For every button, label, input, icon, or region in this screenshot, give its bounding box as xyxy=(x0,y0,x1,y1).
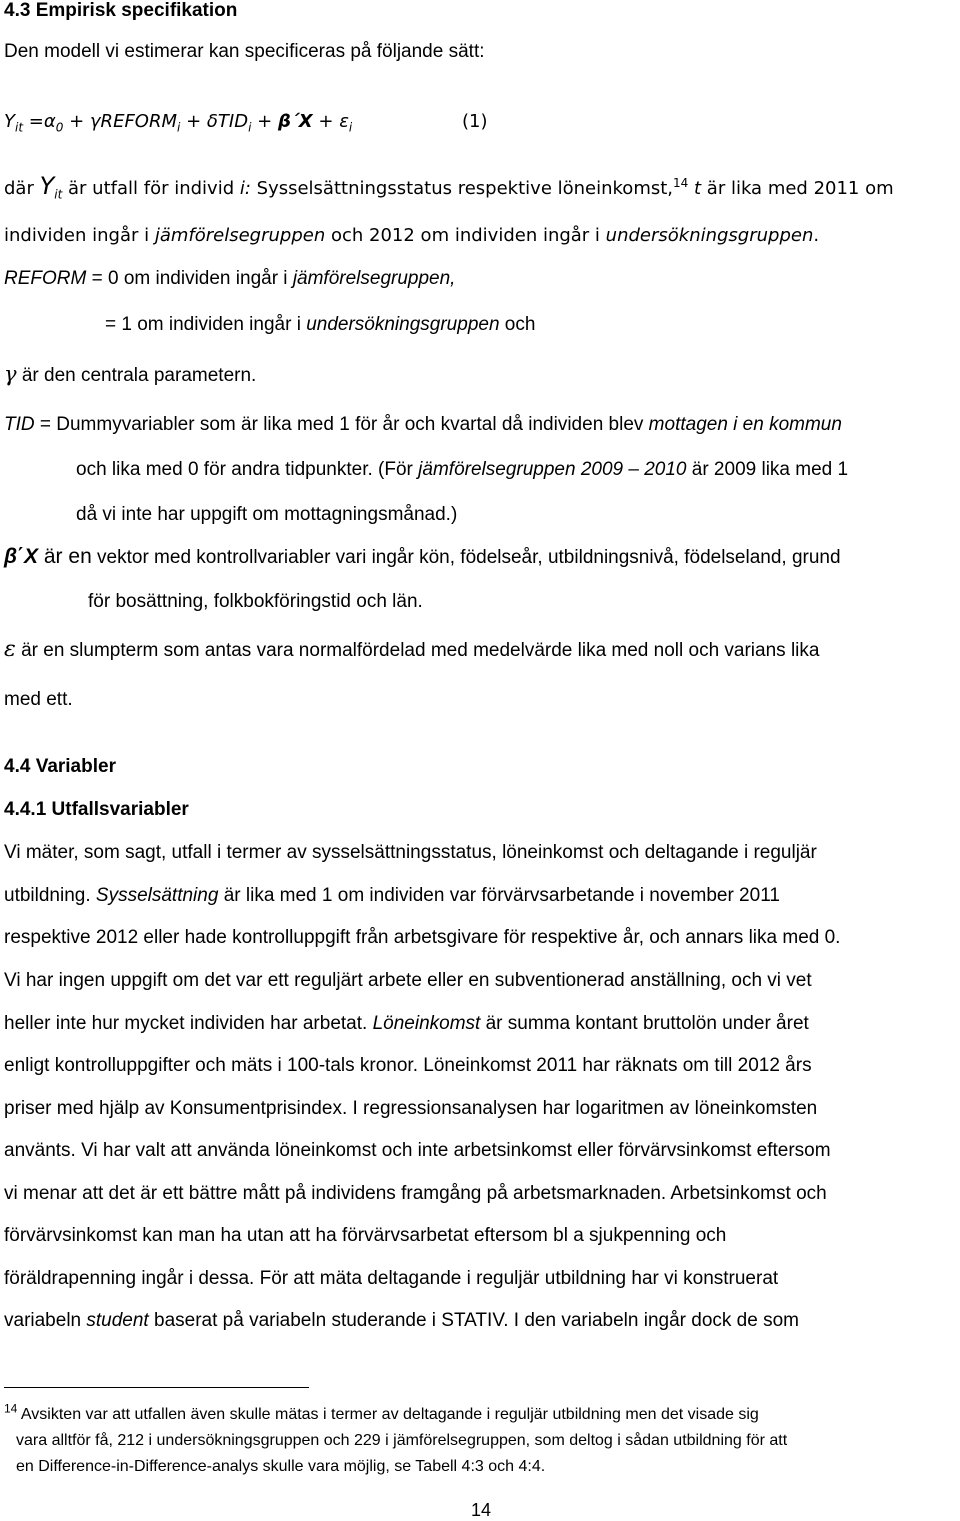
section-heading: 4.4 Variabler xyxy=(4,756,116,777)
definition-tid-line3: då vi inte har uppgift om mottagningsmånad.) xyxy=(76,504,458,525)
definition-y-line2: individen ingår i jämförelsegruppen och 2012 om individen ingår i undersökningsgruppen. xyxy=(4,225,820,246)
paragraph-line: föräldrapenning ingår i dessa. För att mäta deltagande i reguljär utbildning har vi konstruerat xyxy=(4,1268,779,1289)
paragraph-line: förvärvsinkomst kan man ha utan att ha förvärvsarbetat eftersom bl a sjukpenning och xyxy=(4,1225,727,1246)
definition-reform: REFORM = 0 om individen ingår i jämförelsegruppen, xyxy=(4,268,456,289)
definition-epsilon-line2: med ett. xyxy=(4,689,73,710)
paragraph-line: utbildning. Sysselsättning är lika med 1 om individen var förvärvsarbetande i november 2011 xyxy=(4,885,780,906)
definition-tid: TID = Dummyvariabler som är lika med 1 för år och kvartal då individen blev mottagen i en kommun xyxy=(4,414,842,435)
footnote-line: en Difference-in-Difference-analys skulle vara möjlig, se Tabell 4:3 och 4:4. xyxy=(16,1458,546,1475)
intro-text: Den modell vi estimerar kan specificeras på följande sätt: xyxy=(4,41,485,62)
paragraph-line: vi menar att det är ett bättre mått på individens framgång på arbetsmarknaden. Arbetsinkomst och xyxy=(4,1183,827,1204)
section-heading: 4.3 Empirisk specifikation xyxy=(4,0,238,21)
definition-tid-line2: och lika med 0 för andra tidpunkter. (För jämförelsegruppen 2009 – 2010 är 2009 lika med 1 xyxy=(76,459,849,480)
subsection-heading: 4.4.1 Utfallsvariabler xyxy=(4,799,189,820)
footnote-line: $^{14}$ Avsikten var att utfallen även skulle mätas i termer av deltagande i reguljär utbildning men det visade sig xyxy=(4,1401,759,1423)
equation: $Y_{it} =\alpha_0$ + γREFORM$_i$ + $\delta TID_i + \beta΄X + \varepsilon_i$ xyxy=(4,111,353,135)
definition-bx-line2: för bosättning, folkbokföringstid och län. xyxy=(88,591,423,612)
paragraph-line: Vi mäter, som sagt, utfall i termer av sysselsättningsstatus, löneinkomst och deltagande i reguljär xyxy=(4,842,817,863)
definition-epsilon: ε är en slumpterm som antas vara normalfördelad med medelvärde lika med noll och varians lika xyxy=(4,637,820,662)
definition-gamma: γ är den centrala parametern. xyxy=(4,362,257,386)
footnote-number: 14 xyxy=(4,1401,18,1416)
definition-bx: β΄X är en vektor med kontrollvariabler vari ingår kön, födelseår, utbildningsnivå, födelseland, grund xyxy=(4,545,841,568)
paragraph-line: priser med hjälp av Konsumentprisindex. I regressionsanalysen har logaritmen av löneinkomsten xyxy=(4,1098,818,1119)
definition-y: där $Y_{it}$ är utfall för individ i: Sysselsättningsstatus respektive löneinkomst,$^{14}$ t är lika med 2011 om xyxy=(4,172,894,202)
paragraph-line: respektive 2012 eller hade kontrolluppgift från arbetsgivare för respektive år, och annars lika med 0. xyxy=(4,927,841,948)
definition-reform-line2: = 1 om individen ingår i undersökningsgruppen och xyxy=(105,314,536,335)
footnote-divider xyxy=(4,1387,309,1388)
footnote-ref: 14 xyxy=(673,176,689,190)
footnote-line: vara alltför få, 212 i undersökningsgruppen och 229 i jämförelsegruppen, som deltog i sådan utbildning för att xyxy=(16,1432,788,1449)
paragraph-line: heller inte hur mycket individen har arbetat. Löneinkomst är summa kontant bruttolön under året xyxy=(4,1013,809,1034)
paragraph-line: använts. Vi har valt att använda löneinkomst och inte arbetsinkomst eller förvärvsinkomst eftersom xyxy=(4,1140,831,1161)
paragraph-line: Vi har ingen uppgift om det var ett reguljärt arbete eller en subventionerad anställning, och vi vet xyxy=(4,970,812,991)
page-number: 14 xyxy=(471,1500,492,1520)
paragraph-line: enligt kontrolluppgifter och mäts i 100-tals kronor. Löneinkomst 2011 har räknats om till 2012 års xyxy=(4,1055,812,1076)
paragraph-line: variabeln student baserat på variabeln studerande i STATIV. I den variabeln ingår dock de som xyxy=(4,1310,799,1331)
equation-number: (1) xyxy=(462,111,488,132)
